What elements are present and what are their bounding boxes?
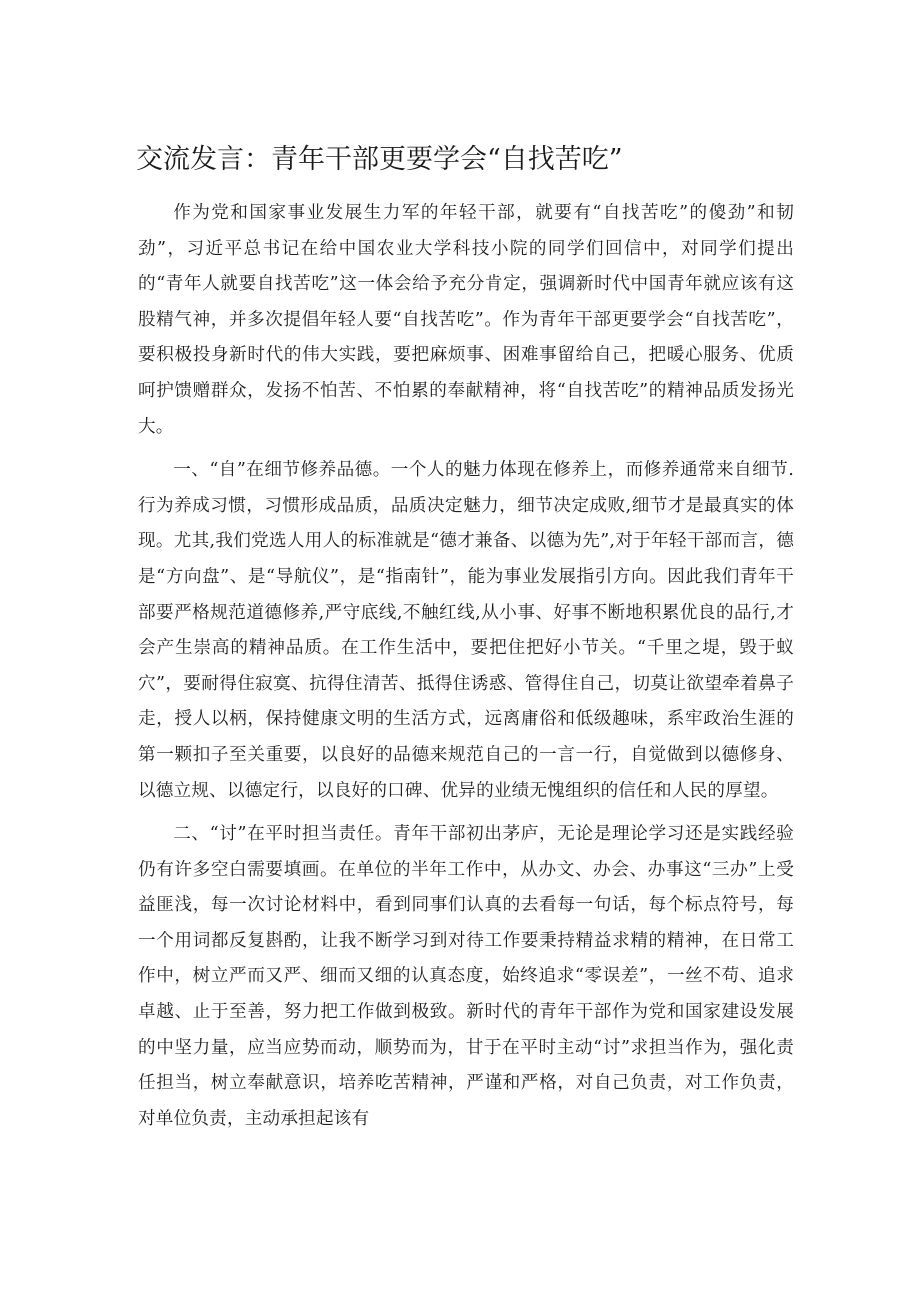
document-title: 交流发言：青年干部更要学会“自找苦吃” [136, 144, 623, 175]
paragraph-intro: 作为党和国家事业发展生力军的年轻干部，就要有“自找苦吃”的傻劲”和韧劲”，习近平总书记在给中国农业大学科技小院的同学们回信中，对同学们提出的“青年人就要自找苦吃”这一体会给予充分肯定，强调新时代中国青年就应该有这股精气神，并多次提倡年轻人要“自找苦吃”。作为青年干部更要学会“自找苦吃”，要积极投身新时代的伟大实践，要把麻烦事、困难事留给自己，把暖心服务、优质呵护馈赠群众，发扬不怕苦、不怕累的奉献精神，将“自找苦吃”的精神品质发扬光大。 [138, 203, 794, 437]
paragraph-section-one: 一、“自”在细节修养品德。一个人的魅力体现在修养上，而修养通常来自细节.行为养成习惯，习惯形成品质，品质决定魅力，细节决定成败,细节才是最真实的体现。尤其,我们党选人用人的标准就是“德才兼备、以德为先”,对于年轻干部而言，德是“方向盘”、是“导航仪”，是“指南针”，能为事业发展指引方向。因此我们青年干部要严格规范道德修养,严守底线,不触红线,从小事、好事不断地积累优良的品行,才会产生崇高的精神品质。在工作生活中，要把住把好小节关。“千里之堤，毁于蚁穴”，要耐得住寂寞、抗得住清苦、抵得住诱惑、管得住自己，切莫让欲望牵着鼻子走，授人以柄，保持健康文明的生活方式，远离庸俗和低级趣味，系牢政治生涯的第一颗扣子至关重要，以良好的品德来规范自己的一言一行，自觉做到以德修身、以德立规、以德定行，以良好的口碑、优异的业绩无愧组织的信任和人民的厚望。 [138, 460, 794, 801]
paragraph-section-two: 二、“讨”在平时担当责任。青年干部初出茅庐，无论是理论学习还是实践经验仍有许多空白需要填画。在单位的半年工作中，从办文、办会、办事这“三办”上受益匪浅，每一次讨论材料中，看到同事们认真的去看每一句话，每个标点符号，每一个用词都反复斟酌，让我不断学习到对待工作要秉持精益求精的精神，在日常工作中，树立严而又严、细而又细的认真态度，始终追求“零误差”，一丝不苟、追求卓越、止于至善，努力把工作做到极致。新时代的青年干部作为党和国家建设发展的中坚力量，应当应势而动，顺势而为，甘于在平时主动“讨”求担当作为，强化责任担当，树立奉献意识，培养吃苦精神，严谨和严格，对自己负责，对工作负责，对单位负责，主动承担起该有 [138, 824, 794, 1129]
document-body [138, 196, 794, 1145]
